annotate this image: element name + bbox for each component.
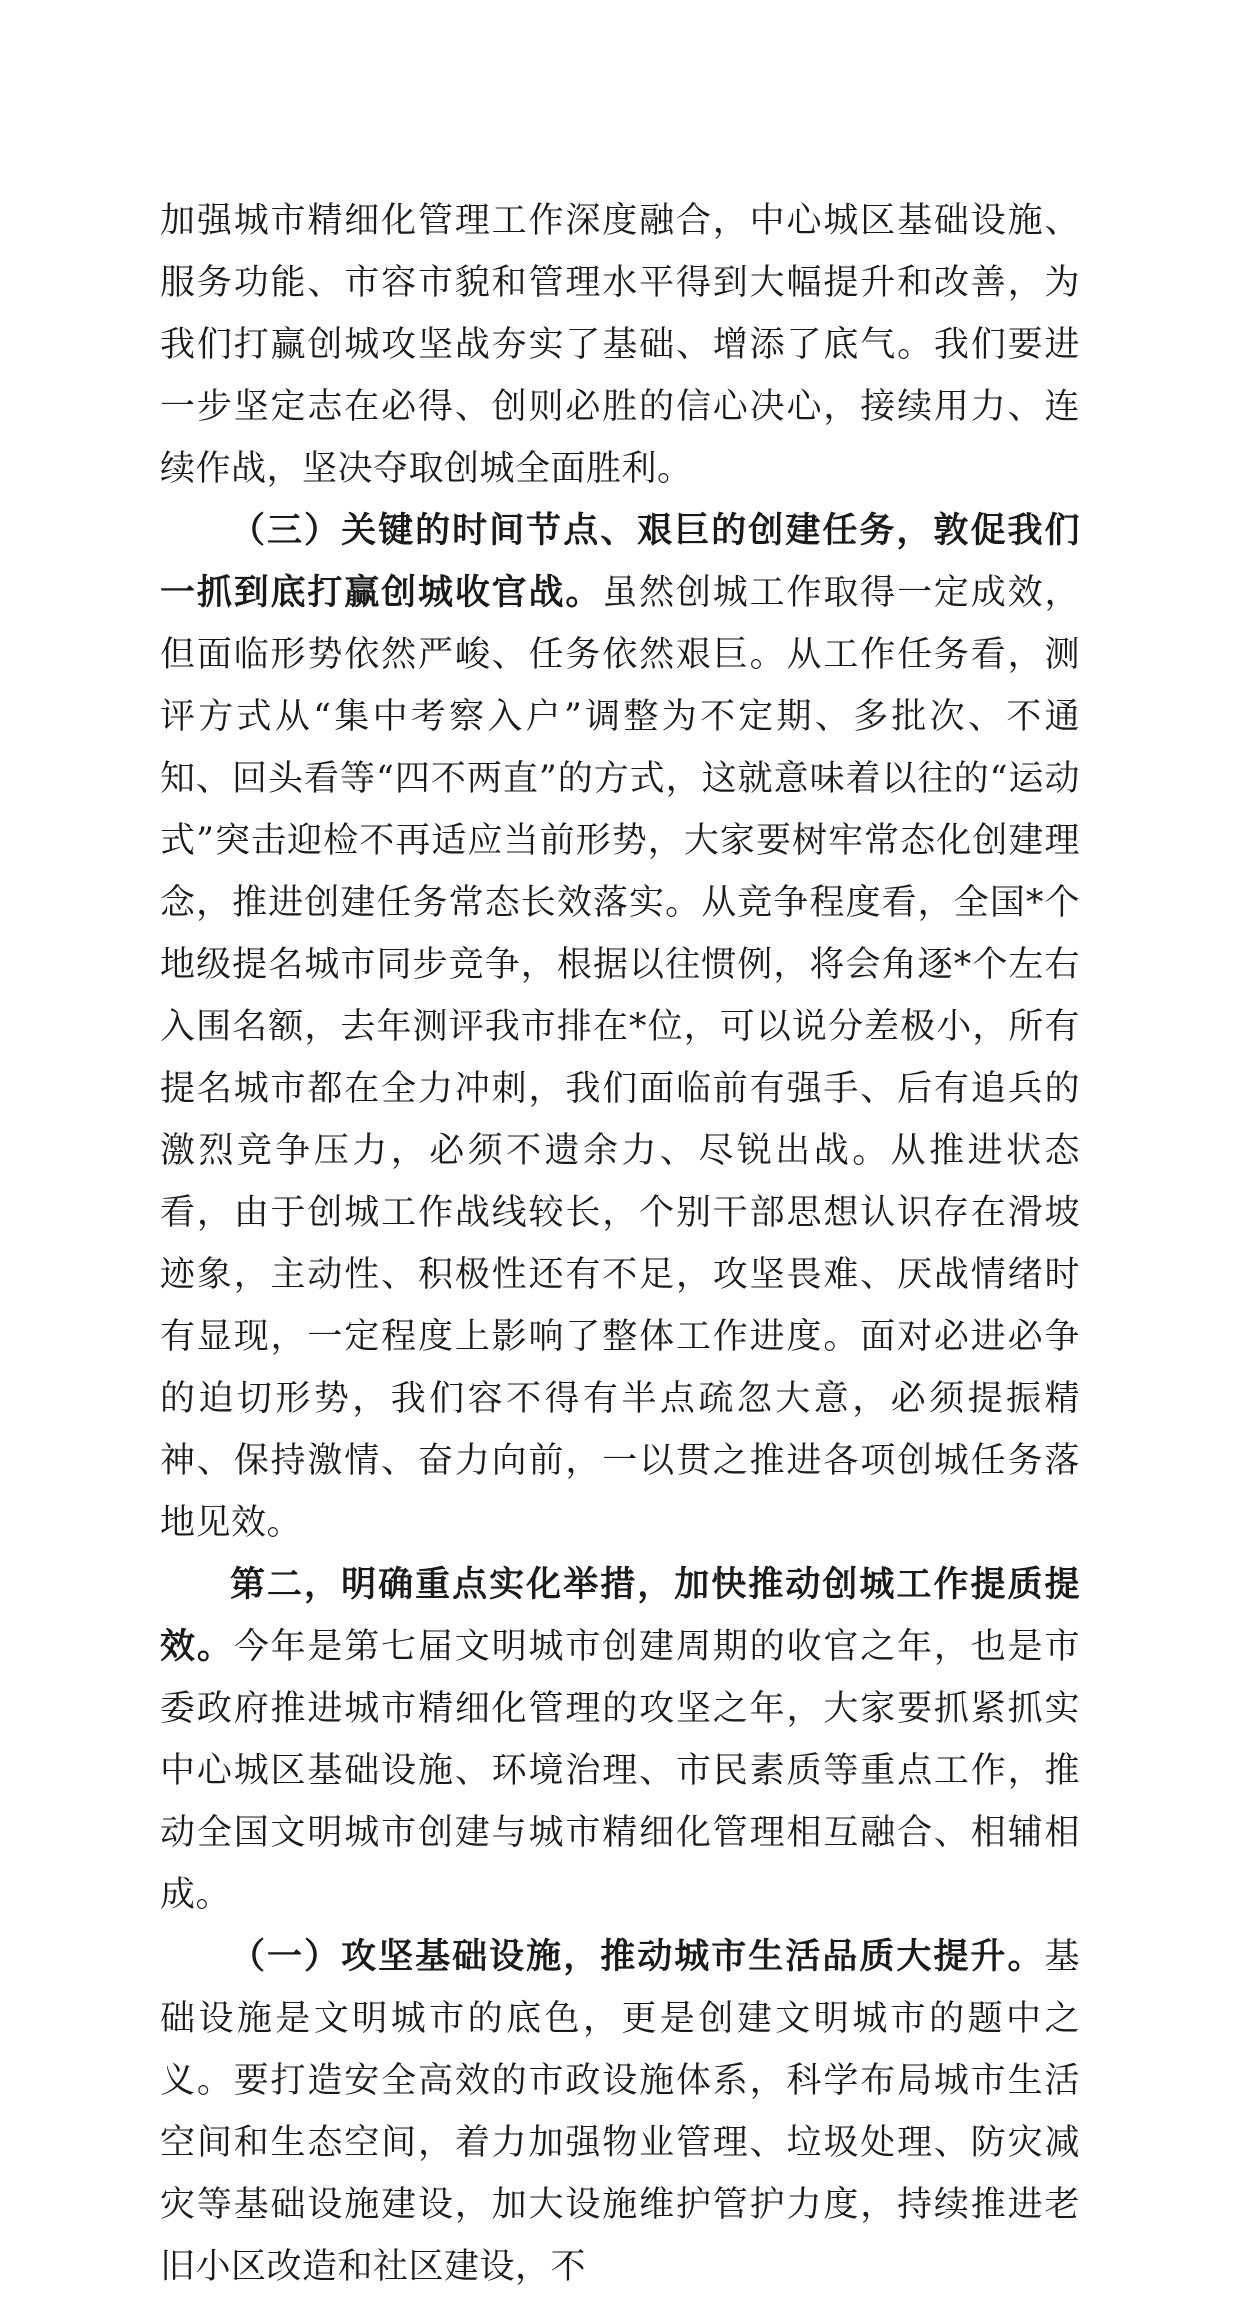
paragraph-text: 虽然创城工作取得一定成效，但面临形势依然严峻、任务依然艰巨。从工作任务看，测评方式从“集中考察入户”调整为不定期、多批次、不通知、回头看等“四不两直”的方式，这就意味着以往的“运动式”突击迎检不再适应当前形势，大家要树牢常态化创建理念，推进创建任务常态长效落实。从竞争程度看，全国*个地级提名城市同步竞争，根据以往惯例，将会角逐*个左右入围名额，去年测评我市排在*位，可以说分差极小，所有提名城市都在全力冲刺，我们面临前有强手、后有追兵的激烈竞争压力，必须不遗余力、尽锐出战。从推进状态看，由于创城工作战线较长，个别干部思想认识存在滑坡迹象，主动性、积极性还有不足，攻坚畏难、厌战情绪时有显现，一定程度上影响了整体工作进度。面对必进必争的迫切形势，我们容不得有半点疏忽大意，必须提振精神、保持激情、奋力向前，一以贯之推进各项创城任务落地见效。 [160, 573, 1080, 1543]
paragraph-text: 今年是第七届文明城市创建周期的收官之年，也是市委政府推进城市精细化管理的攻坚之年，大家要抓紧抓实中心城区基础设施、环境治理、市民素质等重点工作，推动全国文明城市创建与城市精细化管理相互融合、相辅相成。 [160, 1627, 1080, 1915]
part-heading-two: 第二，明确重点实化举措，加快推动创城工作提质提效。 [160, 1565, 1080, 1667]
section-heading-three: （三）关键的时间节点、艰巨的创建任务，敦促我们一抓到底打赢创城收官战。 [160, 510, 1080, 613]
paragraph-section-three [160, 500, 1080, 1554]
paragraph-text: 加强城市精细化管理工作深度融合，中心城区基础设施、服务功能、市容市貌和管理水平得到大幅提升和改善，为我们打赢创城攻坚战夯实了基础、增添了底气。我们要进一步坚定志在必得、创则必胜的信心决心，接续用力、连续作战，坚决夺取创城全面胜利。 [160, 201, 1080, 489]
paragraph-continuation [160, 190, 1080, 500]
document-body [160, 190, 1080, 2298]
section-heading-one: （一）攻坚基础设施，推动城市生活品质大提升。 [230, 1936, 1045, 1977]
paragraph-section-one [160, 1926, 1080, 2298]
paragraph-text: 基础设施是文明城市的底色，更是创建文明城市的题中之义。要打造安全高效的市政设施体系，科学布局城市生活空间和生态空间，着力加强物业管理、垃圾处理、防灾减灾等基础设施建设，加大设施维护管护力度，持续推进老旧小区改造和社区建设，不 [160, 1937, 1080, 2287]
paragraph-part-two [160, 1554, 1080, 1926]
